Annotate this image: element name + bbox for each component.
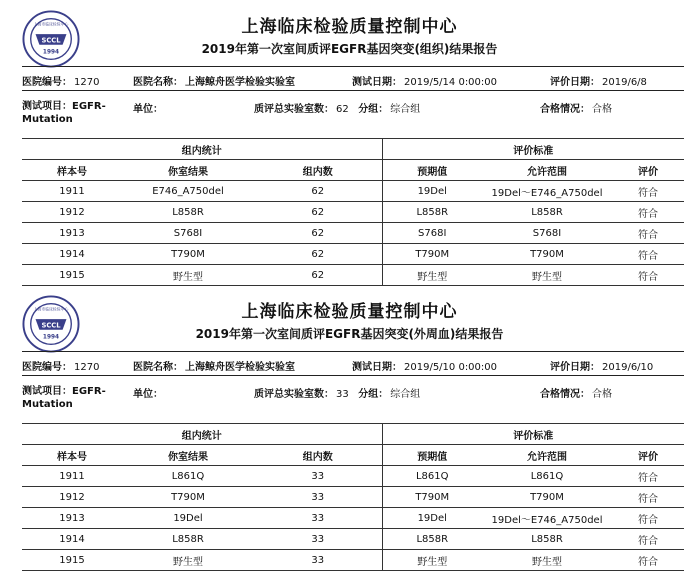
table-row	[22, 244, 684, 265]
table-cell: 野生型	[382, 550, 482, 571]
report-title: 2019年第一次室间质评EGFR基因突变(组织)结果报告	[201, 42, 498, 56]
test-project: 测试项目：EGFR- Mutation	[22, 386, 106, 410]
table-cell: T790M	[382, 244, 482, 265]
table-cell: 33	[254, 508, 382, 529]
table-cell: 符合	[612, 181, 684, 202]
table-cell: 1911	[22, 181, 122, 202]
table-row	[22, 265, 684, 286]
table-cell: 1912	[22, 202, 122, 223]
table-cell: T790M	[482, 244, 612, 265]
table-cell: 野生型	[482, 265, 612, 286]
lab-count: 质评总实验室数： 62 分组： 综合组	[254, 104, 421, 115]
table-cell: 符合	[612, 529, 684, 550]
column-header: 预期值	[382, 160, 482, 181]
hospital-name: 医院名称： 上海鲸舟医学检验实验室	[133, 77, 295, 88]
divider	[22, 375, 684, 376]
org-title: 上海临床检验质量控制中心	[241, 17, 458, 37]
table-cell: 野生型	[382, 265, 482, 286]
table-cell: T790M	[122, 487, 254, 508]
table-cell: 野生型	[482, 550, 612, 571]
table-cell: L861Q	[382, 466, 482, 487]
results-table	[22, 423, 684, 571]
column-header: 预期值	[382, 445, 482, 466]
unit: 单位：	[133, 104, 163, 115]
table-cell: L858R	[482, 202, 612, 223]
test-date: 测试日期： 2019/5/10 0:00:00	[352, 362, 498, 373]
divider	[22, 66, 684, 67]
eval-date: 评价日期： 2019/6/10	[550, 362, 654, 373]
hospital-id: 医院编号： 1270	[22, 362, 100, 373]
divider	[22, 90, 684, 91]
table-cell: 62	[254, 181, 382, 202]
table-cell: E746_A750del	[122, 181, 254, 202]
column-header: 评价	[612, 445, 684, 466]
table-cell: 符合	[612, 244, 684, 265]
svg-text:1994: 1994	[42, 334, 60, 341]
table-cell: L858R	[122, 529, 254, 550]
table-cell: 1911	[22, 466, 122, 487]
table-cell: 62	[254, 265, 382, 286]
table-row	[22, 466, 684, 487]
table-cell: T790M	[382, 487, 482, 508]
test-date: 测试日期： 2019/5/14 0:00:00	[352, 77, 498, 88]
table-cell: L861Q	[122, 466, 254, 487]
table-cell: 19Del	[122, 508, 254, 529]
column-header: 允许范围	[482, 160, 612, 181]
hospital-name: 医院名称： 上海鲸舟医学检验实验室	[133, 362, 295, 373]
group-stats-header: 组内统计	[22, 139, 382, 160]
svg-text:上海市临床检验中心: 上海市临床检验中心	[33, 21, 69, 27]
table-cell: S768I	[382, 223, 482, 244]
svg-text:SCCL: SCCL	[41, 36, 61, 45]
column-header-row	[22, 445, 684, 466]
table-row	[22, 487, 684, 508]
table-cell: 符合	[612, 550, 684, 571]
table-row	[22, 508, 684, 529]
table-cell: 19Del～E746_A750del	[482, 508, 612, 529]
column-header: 组内数	[254, 160, 382, 181]
pass-status: 合格情况： 合格	[540, 104, 612, 115]
test-project: 测试项目：EGFR- Mutation	[22, 101, 106, 125]
eval-standard-header: 评价标准	[382, 139, 684, 160]
results-table	[22, 138, 684, 286]
table-cell: 野生型	[122, 550, 254, 571]
table-cell: 野生型	[122, 265, 254, 286]
column-header: 样本号	[22, 160, 122, 181]
table-row	[22, 181, 684, 202]
table-cell: 62	[254, 223, 382, 244]
column-header: 允许范围	[482, 445, 612, 466]
table-row	[22, 202, 684, 223]
table-cell: T790M	[482, 487, 612, 508]
table-cell: 19Del～E746_A750del	[482, 181, 612, 202]
table-cell: 33	[254, 529, 382, 550]
pass-status: 合格情况： 合格	[540, 389, 612, 400]
table-cell: 33	[254, 487, 382, 508]
table-cell: 符合	[612, 223, 684, 244]
table-cell: 符合	[612, 265, 684, 286]
column-header-row	[22, 160, 684, 181]
column-header: 样本号	[22, 445, 122, 466]
table-cell: L858R	[482, 529, 612, 550]
unit: 单位：	[133, 389, 163, 400]
eval-date: 评价日期： 2019/6/8	[550, 77, 647, 88]
table-cell: 1913	[22, 223, 122, 244]
table-cell: S768I	[122, 223, 254, 244]
table-cell: L858R	[122, 202, 254, 223]
lab-count: 质评总实验室数： 33 分组： 综合组	[254, 389, 421, 400]
table-cell: 1914	[22, 529, 122, 550]
table-cell: 1914	[22, 244, 122, 265]
table-cell: S768I	[482, 223, 612, 244]
table-row	[22, 223, 684, 244]
table-cell: L858R	[382, 202, 482, 223]
table-cell: 19Del	[382, 181, 482, 202]
table-cell: 符合	[612, 466, 684, 487]
table-cell: 符合	[612, 202, 684, 223]
org-title: 上海临床检验质量控制中心	[241, 302, 458, 322]
hospital-id: 医院编号： 1270	[22, 77, 100, 88]
eval-standard-header: 评价标准	[382, 424, 684, 445]
svg-text:1994: 1994	[42, 49, 60, 56]
table-cell: 1912	[22, 487, 122, 508]
svg-text:SCCL: SCCL	[41, 321, 61, 330]
table-cell: L861Q	[482, 466, 612, 487]
table-cell: T790M	[122, 244, 254, 265]
table-cell: 62	[254, 202, 382, 223]
table-cell: 19Del	[382, 508, 482, 529]
table-cell: 符合	[612, 508, 684, 529]
table-row	[22, 529, 684, 550]
group-stats-header: 组内统计	[22, 424, 382, 445]
divider	[22, 351, 684, 352]
table-cell: L858R	[382, 529, 482, 550]
table-cell: 1915	[22, 265, 122, 286]
column-header: 组内数	[254, 445, 382, 466]
column-header: 你室结果	[122, 445, 254, 466]
column-header: 评价	[612, 160, 684, 181]
table-cell: 33	[254, 550, 382, 571]
table-cell: 1915	[22, 550, 122, 571]
column-header: 你室结果	[122, 160, 254, 181]
table-cell: 33	[254, 466, 382, 487]
report-title: 2019年第一次室间质评EGFR基因突变(外周血)结果报告	[195, 327, 504, 341]
table-cell: 62	[254, 244, 382, 265]
svg-text:上海市临床检验中心: 上海市临床检验中心	[33, 306, 69, 312]
table-cell: 1913	[22, 508, 122, 529]
table-row	[22, 550, 684, 571]
table-cell: 符合	[612, 487, 684, 508]
